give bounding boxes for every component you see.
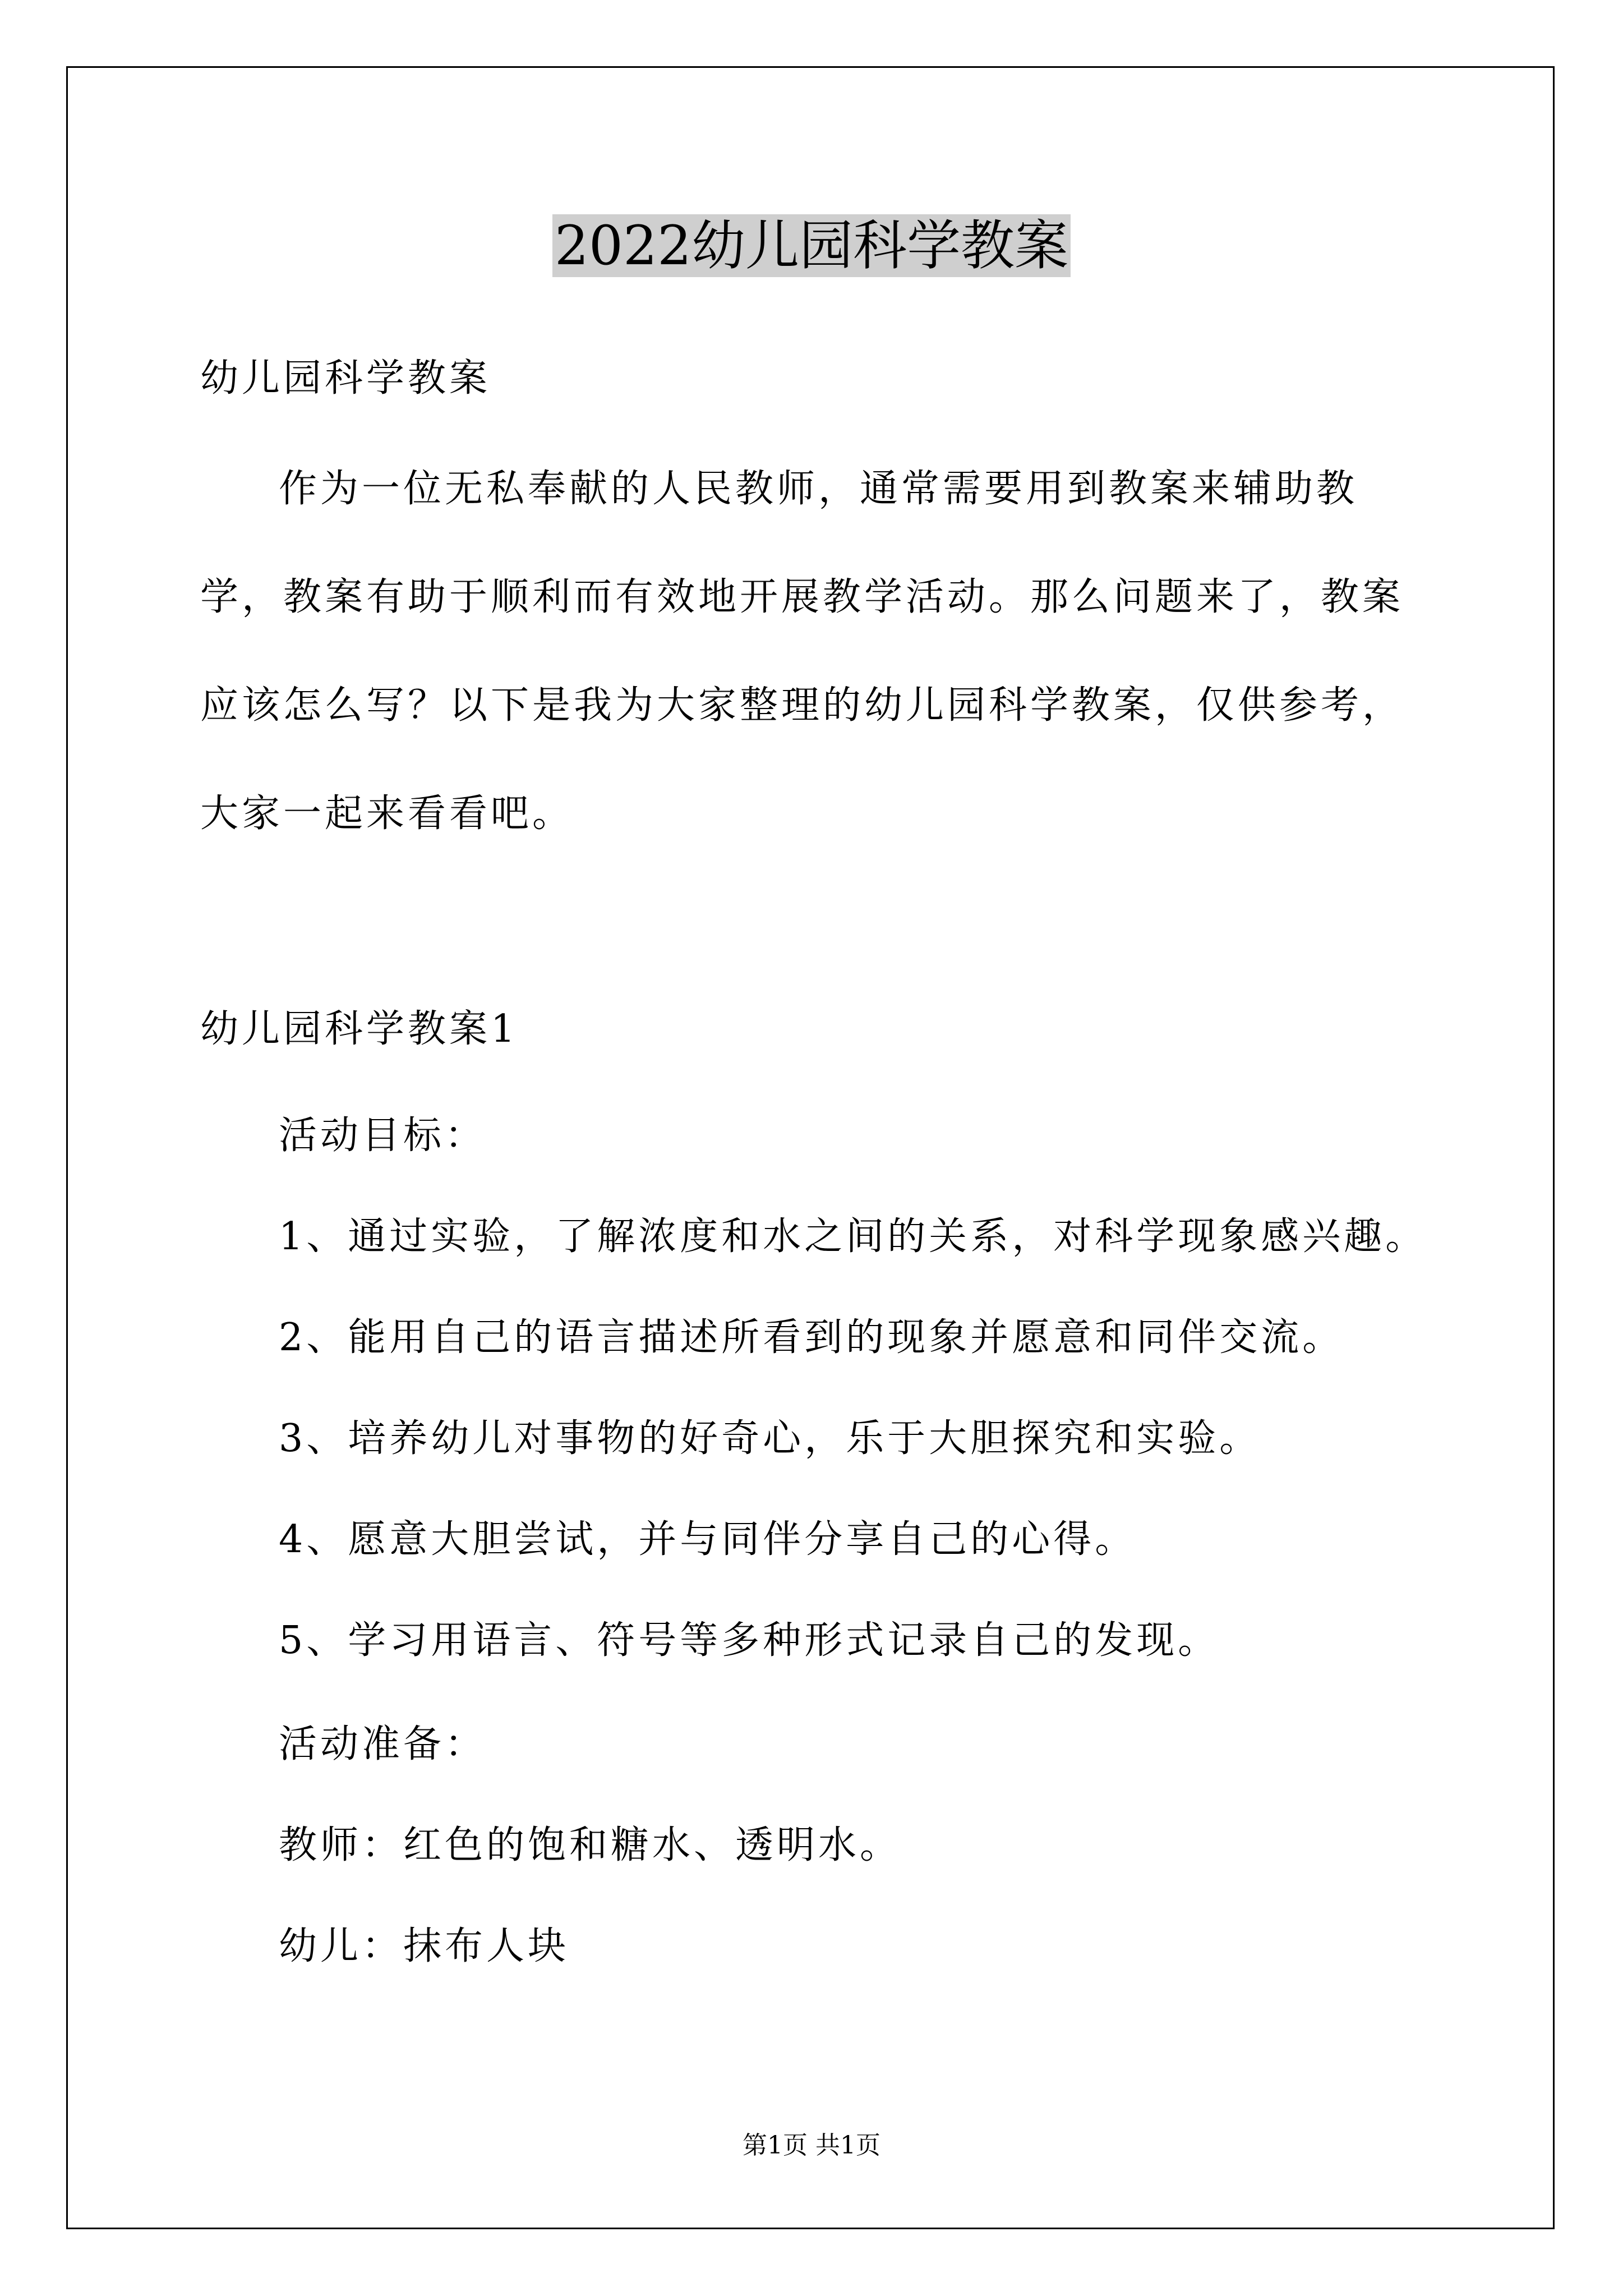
page-footer: 第1页 共1页 [743, 2131, 880, 2160]
document-title [0, 206, 1623, 285]
goal-item-2: 2、能用自己的语言描述所看到的现象并愿意和同伴交流。 [279, 1315, 1344, 1360]
goal-item-5: 5、学习用语言、符号等多种形式记录自己的发现。 [279, 1618, 1220, 1663]
section-heading: 幼儿园科学教案1 [200, 1007, 519, 1051]
prep-label: 活动准备： [279, 1722, 487, 1766]
goals-label: 活动目标： [279, 1114, 487, 1158]
prep-teacher: 教师：红色的饱和糖水、透明水。 [279, 1823, 902, 1867]
goal-item-4: 4、愿意大胆尝试，并与同伴分享自己的心得。 [279, 1517, 1137, 1562]
document-title-text: 2022幼儿园科学教案 [552, 214, 1071, 277]
document-heading: 幼儿园科学教案 [200, 356, 491, 401]
goal-item-3: 3、培养幼儿对事物的好奇心，乐于大胆探究和实验。 [279, 1416, 1261, 1461]
prep-children: 幼儿：抹布人块 [279, 1924, 570, 1968]
goal-item-1: 1、通过实验，了解浓度和水之间的关系，对科学现象感兴趣。 [279, 1214, 1427, 1259]
intro-paragraph: 作为一位无私奉献的人民教师，通常需要用到教案来辅助教学，教案有助于顺利而有效地开展教学活动。那么问题来了，教案应该怎么写？以下是我为大家整理的幼儿园科学教案，仅供参考，大家一起来看看吧。 [200, 467, 1404, 836]
